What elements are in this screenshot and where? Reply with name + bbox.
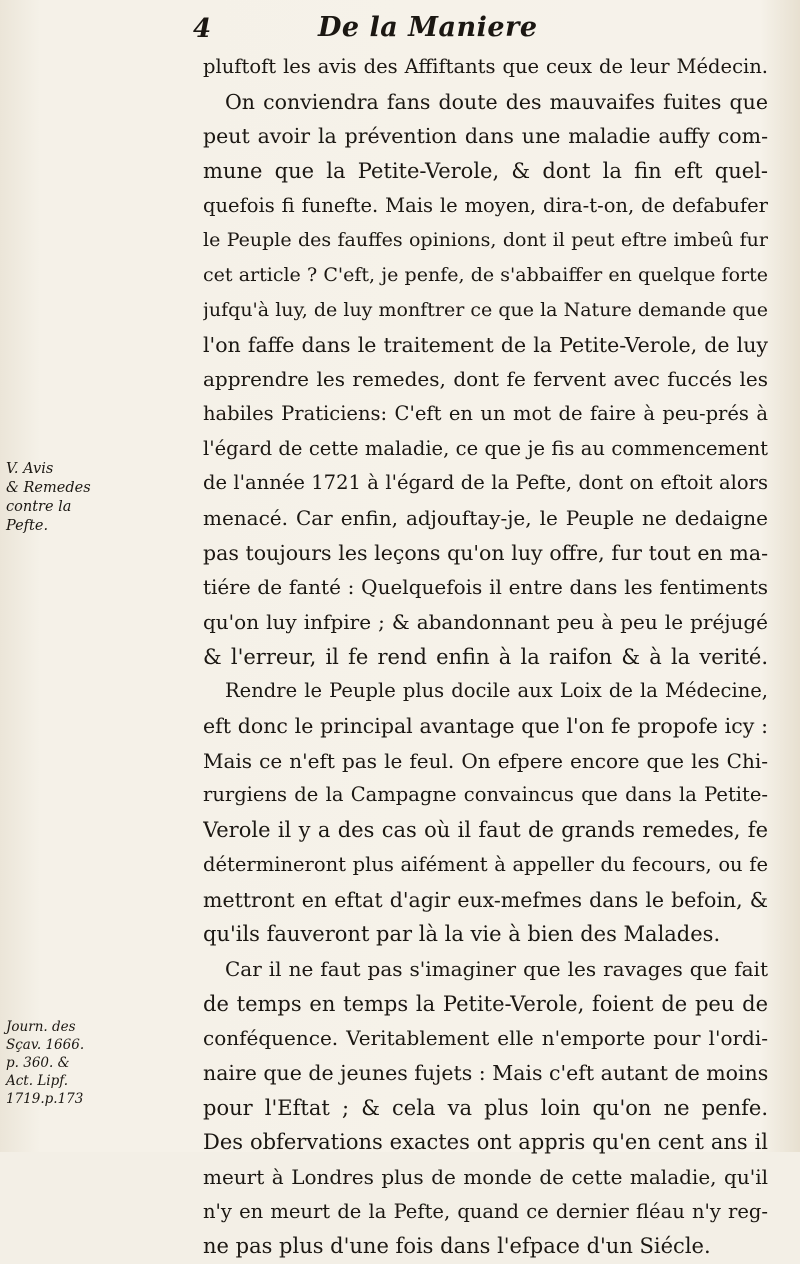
text-line: de l'année 1721 à l'égard de la Pefte, dont on eftoit alors: [203, 471, 768, 495]
text-line: meurt à Londres plus de monde de cette maladie, qu'il: [203, 1165, 768, 1189]
text-line: Mais ce n'eft pas le feul. On efpere encore que les Chi-: [203, 748, 768, 773]
text-line: pluftoft les avis des Affiftants que ceux de leur Médecin.: [203, 55, 768, 78]
margin-note-line: Pefte.: [6, 518, 49, 534]
body-text: [203, 50, 768, 1264]
text-line: n'y en meurt de la Pefte, quand ce dernier fléau n'y reg-: [203, 1199, 768, 1223]
text-line: Des obfervations exactes ont appris qu'en cent ans il: [203, 1130, 768, 1155]
text-line: peut avoir la prévention dans une maladie auffy com-: [203, 124, 768, 149]
text-line: l'égard de cette maladie, ce que je fis au commencement: [203, 436, 768, 460]
text-line: mune que la Petite-Verole, & dont la fin eft quel-: [203, 159, 768, 184]
margin-note-line: p. 360. &: [6, 1055, 70, 1071]
margin-note-line: Journ. des: [6, 1019, 76, 1035]
margin-note-avis: [6, 460, 102, 536]
text-line: le Peuple des fauffes opinions, dont il peut eftre imbeû fur: [203, 229, 768, 252]
text-line: eft donc le principal avantage que l'on fe propofe icy :: [203, 714, 768, 739]
text-line: pas toujours les leçons qu'on luy offre, fur tout en ma-: [203, 540, 768, 565]
text-line: mettront en eftat d'agir eux-mefmes dans le befoin, &: [203, 887, 768, 912]
margin-note-line: contre la: [6, 499, 72, 515]
text-line: de temps en temps la Petite-Verole, foient de peu de: [203, 991, 768, 1016]
margin-note-line: & Remedes: [6, 480, 91, 496]
text-line: apprendre les remedes, dont fe fervent avec fuccés les: [203, 367, 768, 392]
text-line: rurgiens de la Campagne convaincus que dans la Petite-: [203, 783, 768, 807]
text-line: naire que de jeunes fujets : Mais c'eft autant de moins: [203, 1060, 768, 1085]
text-line: Verole il y a des cas où il faut de grands remedes, fe: [203, 818, 768, 843]
text-line: habiles Praticiens: C'eft en un mot de faire à peu-prés à: [203, 401, 768, 425]
text-line: jufqu'à luy, de luy monftrer ce que la Nature demande que: [203, 298, 768, 321]
text-line: ne pas plus d'une fois dans l'efpace d'un Siécle.: [203, 1234, 711, 1259]
text-line: Rendre le Peuple plus docile aux Loix de la Médecine,: [225, 679, 768, 703]
margin-note-journal: [6, 1018, 102, 1108]
running-title: De la Maniere: [318, 12, 538, 43]
text-line: cet article ? C'eft, je penfe, de s'abbaiffer en quelque forte: [203, 264, 768, 287]
text-line: Car il ne faut pas s'imaginer que les ravages que fait: [225, 956, 768, 981]
text-line: quefois fi funefte. Mais le moyen, dira-t-on, de defabufer: [203, 193, 768, 217]
text-line: qu'on luy infpire ; & abandonnant peu à peu le préjugé: [203, 610, 768, 634]
text-line: On conviendra fans doute des mauvaifes fuites que: [225, 89, 768, 114]
text-line: tiére de fanté : Quelquefois il entre dans les fentiments: [203, 575, 768, 600]
margin-note-line: Act. Lipf.: [6, 1073, 69, 1089]
text-line: menacé. Car enfin, adjouftay-je, le Peuple ne dedaigne: [203, 505, 768, 530]
margin-note-line: 1719.p.173: [6, 1091, 84, 1107]
text-line: conféquence. Veritablement elle n'emporte pour l'ordi-: [203, 1026, 768, 1051]
text-line: qu'ils fauveront par là la vie à bien des Malades.: [203, 922, 721, 947]
margin-note-line: Sçav. 1666.: [6, 1037, 85, 1053]
text-line: l'on faffe dans le traitement de la Petite-Verole, de luy: [203, 332, 768, 357]
margin-note-line: V. Avis: [6, 461, 54, 477]
page-number: 4: [193, 14, 212, 44]
text-line: pour l'Eftat ; & cela va plus loin qu'on ne penfe.: [203, 1095, 768, 1120]
text-line: détermineront plus aifément à appeller du fecours, ou fe: [203, 852, 768, 876]
text-line: & l'erreur, il fe rend enfin à la raifon & à la verité.: [203, 644, 768, 669]
